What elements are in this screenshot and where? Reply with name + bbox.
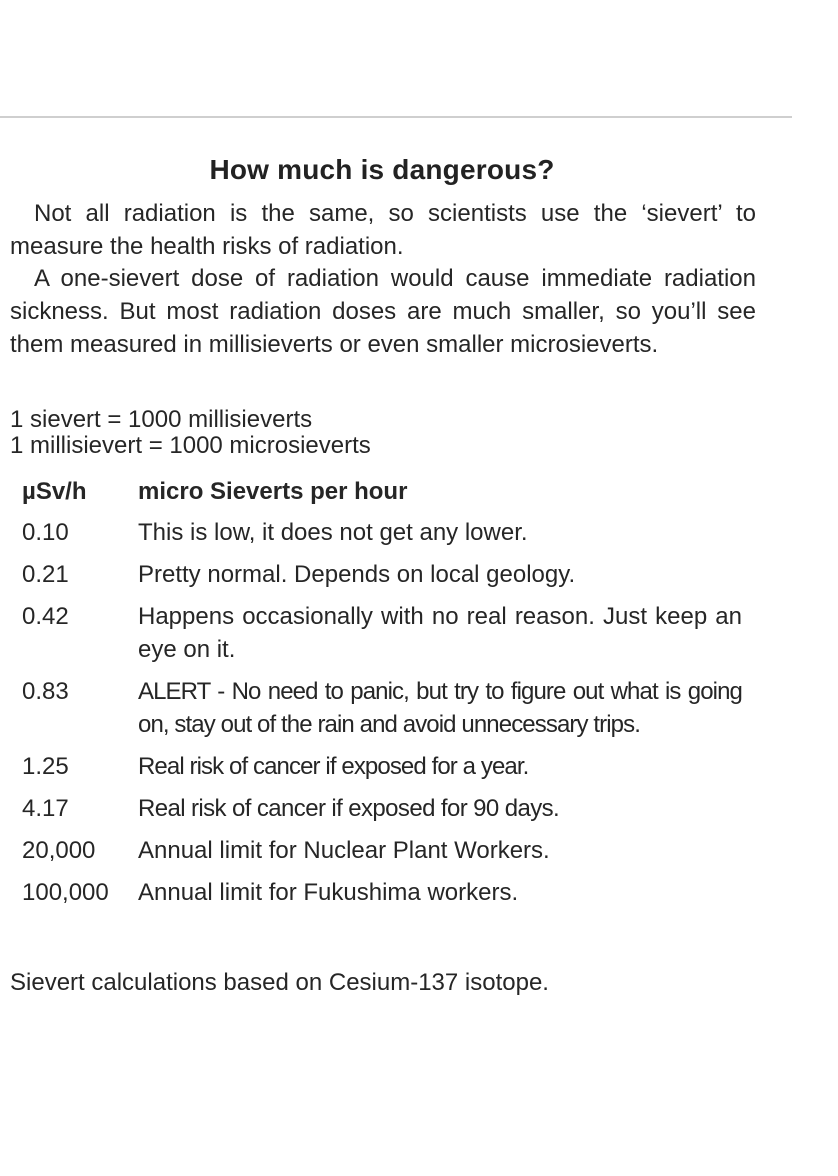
- table-header: [22, 475, 752, 508]
- table-row: [22, 876, 752, 909]
- dose-description: Real risk of cancer if exposed for a year.: [138, 753, 529, 780]
- table-row: [22, 792, 752, 825]
- dose-value: 20,000: [22, 837, 96, 864]
- conversion-sievert: 1 sievert = 1000 millisieverts: [10, 406, 313, 433]
- dose-value: 100,000: [22, 879, 109, 906]
- dose-description: Pretty normal. Depends on local geology.: [138, 561, 576, 588]
- table-row: [22, 675, 752, 741]
- header-label: micro Sieverts per hour: [138, 478, 408, 505]
- dose-description: Real risk of cancer if exposed for 90 days.: [138, 795, 560, 822]
- dose-table: [22, 475, 752, 918]
- footnote: Sievert calculations based on Cesium-137 isotope.: [10, 969, 549, 996]
- table-row: [22, 516, 752, 549]
- dose-value: 4.17: [22, 795, 69, 822]
- dose-value: 0.83: [22, 678, 69, 705]
- dose-description: This is low, it does not get any lower.: [138, 519, 528, 546]
- page-title: How much is dangerous?: [209, 154, 555, 185]
- table-row: [22, 558, 752, 591]
- dose-value: 0.42: [22, 603, 69, 630]
- dose-description: ALERT - No need to panic, but try to figure out what is going on, stay out of the rain and avoid unnecessary trips.: [138, 678, 742, 738]
- dose-description: Annual limit for Fukushima workers.: [138, 879, 519, 906]
- dose-description: Annual limit for Nuclear Plant Workers.: [138, 837, 550, 864]
- dose-description: Happens occasionally with no real reason. Just keep an eye on it.: [138, 603, 742, 663]
- dose-paragraph: A one-sievert dose of radiation would cause immediate radiation sickness. But most radiation doses are much smaller, so you’ll see them measured in millisieverts or even smaller microsieverts.: [10, 265, 756, 358]
- intro-paragraph: Not all radiation is the same, so scientists use the ‘sievert’ to measure the health risks of radiation.: [10, 200, 756, 260]
- conversion-millisievert: 1 millisievert = 1000 microsieverts: [10, 432, 371, 459]
- dose-value: 0.21: [22, 561, 69, 588]
- dose-value: 1.25: [22, 753, 69, 780]
- dose-value: 0.10: [22, 519, 69, 546]
- horizontal-rule: [0, 116, 792, 118]
- table-row: [22, 750, 752, 783]
- table-row: [22, 600, 752, 666]
- table-row: [22, 834, 752, 867]
- header-unit: µSv/h: [22, 478, 87, 505]
